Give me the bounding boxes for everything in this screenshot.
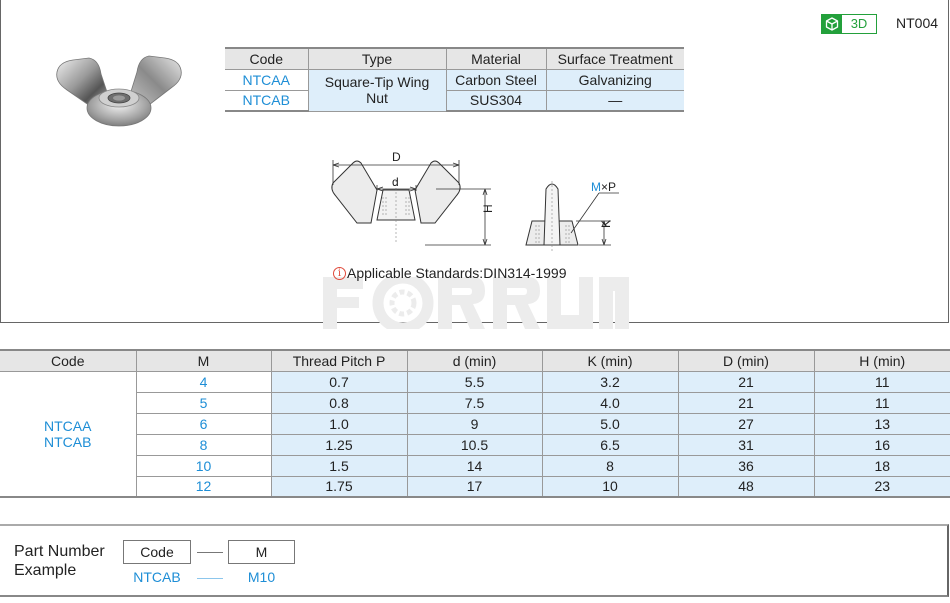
forrun-watermark-logo — [323, 277, 629, 329]
table-row — [0, 455, 950, 476]
table-row — [0, 413, 950, 434]
separator-dash — [197, 552, 223, 553]
k-value: 4.0 — [542, 392, 678, 413]
part-code: NT004 — [896, 15, 939, 31]
m-value[interactable]: 5 — [136, 392, 271, 413]
D-value: 48 — [678, 476, 814, 497]
drawing-label-m: M — [591, 180, 601, 194]
col-header-D-min: D (min) — [678, 350, 814, 371]
h-value: 11 — [814, 371, 950, 392]
d-value: 10.5 — [407, 434, 542, 455]
material-cell: Carbon Steel — [446, 69, 546, 90]
type-cell: Square-Tip Wing Nut — [308, 69, 446, 111]
example-code-value: NTCAB — [133, 569, 181, 585]
spec-row — [225, 90, 684, 111]
code-link-ntcab[interactable]: NTCAB — [225, 90, 308, 111]
drawing-label-p: ×P — [601, 180, 617, 194]
applicable-standards — [333, 265, 566, 281]
pitch-value: 0.8 — [271, 392, 407, 413]
title-line-2: Example — [14, 562, 77, 579]
D-value: 21 — [678, 371, 814, 392]
svg-text:D: D — [392, 150, 401, 164]
d-value: 14 — [407, 455, 542, 476]
surface-cell: Galvanizing — [546, 69, 684, 90]
D-value: 21 — [678, 392, 814, 413]
k-value: 6.5 — [542, 434, 678, 455]
h-value: 13 — [814, 413, 950, 434]
table-row — [0, 392, 950, 413]
table-row — [0, 371, 950, 392]
m-value[interactable]: 10 — [136, 455, 271, 476]
code-box: Code — [123, 540, 191, 564]
svg-text:H: H — [481, 204, 495, 213]
D-value: 31 — [678, 434, 814, 455]
product-spec-table — [225, 47, 684, 112]
k-value: 10 — [542, 476, 678, 497]
k-value: 5.0 — [542, 413, 678, 434]
D-value: 36 — [678, 455, 814, 476]
pitch-value: 1.75 — [271, 476, 407, 497]
col-header-surface: Surface Treatment — [546, 48, 684, 69]
table-row — [0, 434, 950, 455]
standards-text: Applicable Standards:DIN314-1999 — [347, 265, 567, 281]
h-value: 18 — [814, 455, 950, 476]
h-value: 16 — [814, 434, 950, 455]
3d-model-button[interactable] — [821, 14, 877, 34]
part-number-example-title — [14, 542, 105, 580]
col-header-d-min: d (min) — [407, 350, 542, 371]
technical-drawing — [321, 145, 631, 270]
part-number-example-panel — [0, 524, 949, 597]
3d-label: 3D — [850, 16, 868, 31]
code-link-ntcab[interactable]: NTCAB — [44, 433, 92, 450]
separator-dash-blue — [197, 578, 223, 579]
col-header-material: Material — [446, 48, 546, 69]
h-value: 11 — [814, 392, 950, 413]
col-header-code: Code — [225, 48, 308, 69]
k-value: 8 — [542, 455, 678, 476]
table-row — [0, 476, 950, 497]
wing-nut-product-image — [49, 50, 189, 130]
m-value[interactable]: 12 — [136, 476, 271, 497]
pitch-value: 1.25 — [271, 434, 407, 455]
code-link-ntcaa[interactable]: NTCAA — [44, 417, 92, 434]
code-link-ntcaa[interactable]: NTCAA — [225, 69, 308, 90]
col-header-code: Code — [0, 350, 136, 371]
surface-cell: — — [546, 90, 684, 111]
h-value: 23 — [814, 476, 950, 497]
col-header-h-min: H (min) — [814, 350, 950, 371]
d-value: 17 — [407, 476, 542, 497]
d-value: 5.5 — [407, 371, 542, 392]
dimensions-table — [0, 349, 950, 498]
material-cell: SUS304 — [446, 90, 546, 111]
col-header-m: M — [136, 350, 271, 371]
col-header-k-min: K (min) — [542, 350, 678, 371]
svg-text:K: K — [599, 219, 613, 228]
spec-row — [225, 69, 684, 90]
code-cell — [0, 371, 136, 497]
m-box: M — [228, 540, 295, 564]
pitch-value: 1.0 — [271, 413, 407, 434]
D-value: 27 — [678, 413, 814, 434]
d-value: 7.5 — [407, 392, 542, 413]
col-header-thread-pitch: Thread Pitch P — [271, 350, 407, 371]
example-m-value: M10 — [247, 569, 276, 585]
col-header-type: Type — [308, 48, 446, 69]
cube-icon — [822, 15, 842, 33]
pitch-value: 0.7 — [271, 371, 407, 392]
m-value[interactable]: 8 — [136, 434, 271, 455]
svg-text:d: d — [392, 175, 399, 189]
k-value: 3.2 — [542, 371, 678, 392]
pitch-value: 1.5 — [271, 455, 407, 476]
title-line-1: Part Number — [14, 543, 105, 560]
d-value: 9 — [407, 413, 542, 434]
info-icon: i — [333, 267, 346, 280]
m-value[interactable]: 6 — [136, 413, 271, 434]
m-value[interactable]: 4 — [136, 371, 271, 392]
